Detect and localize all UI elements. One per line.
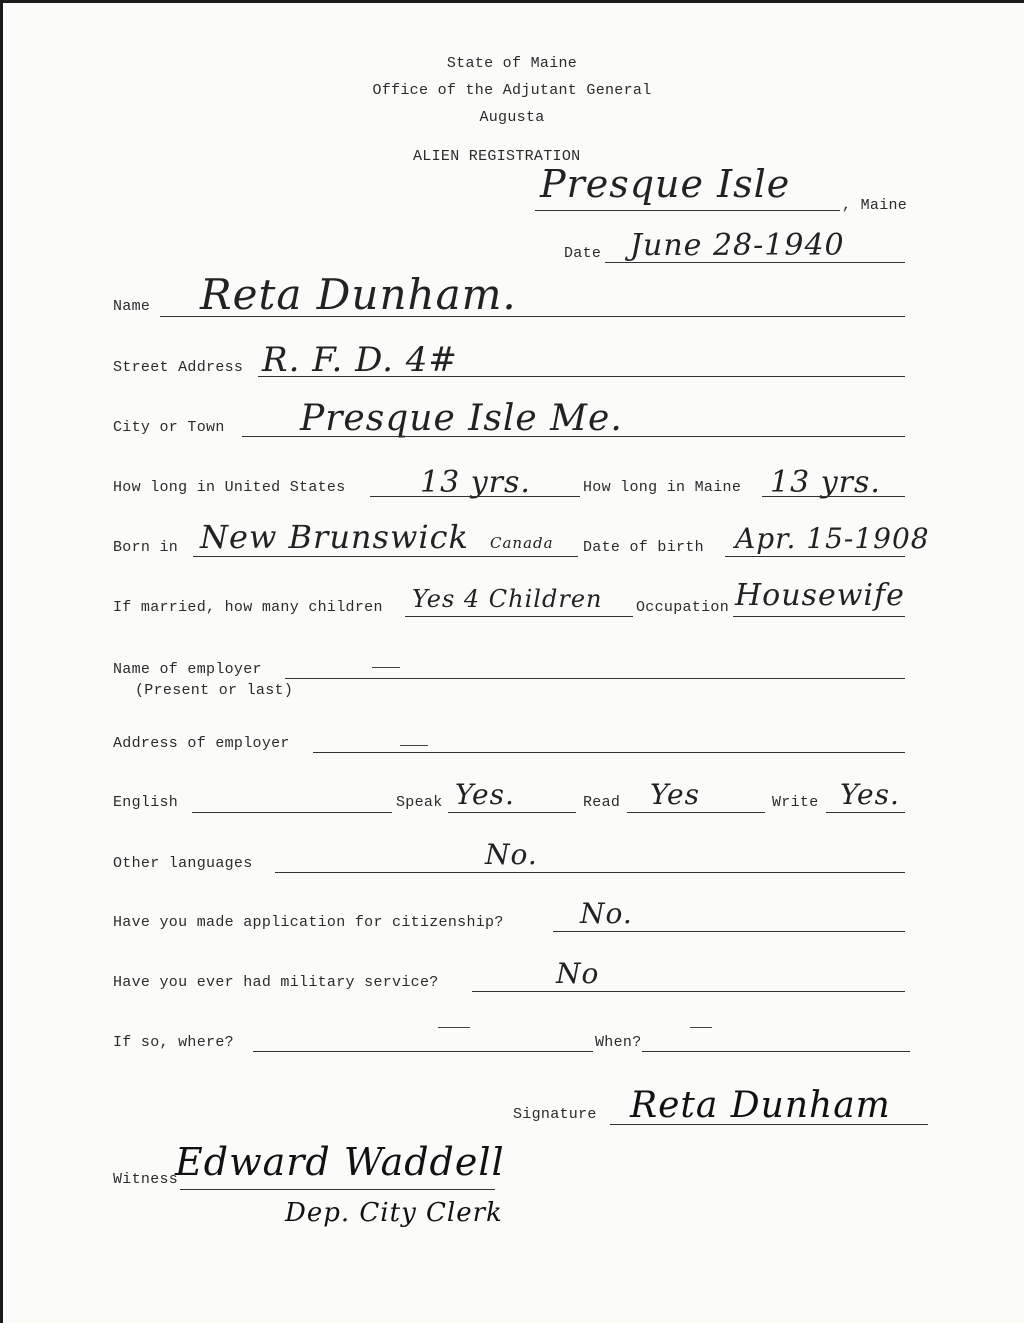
employer-name-line (285, 678, 905, 679)
how-long-maine-line (762, 496, 905, 497)
write-line (826, 812, 905, 813)
children-line (405, 616, 633, 617)
occupation-line (733, 616, 905, 617)
speak-value: Yes. (455, 778, 515, 811)
employer-name-dash (372, 667, 400, 668)
scan-edge-top (0, 0, 1024, 3)
born-in-value: New Brunswick (200, 518, 469, 556)
employer-name-label: Name of employer (113, 661, 262, 678)
how-long-maine-label: How long in Maine (583, 479, 742, 496)
write-label: Write (772, 794, 819, 811)
citizenship-value: No. (580, 897, 633, 930)
when-dash (690, 1027, 712, 1028)
location-line (535, 210, 840, 211)
read-line (627, 812, 765, 813)
employer-address-line (313, 752, 905, 753)
english-label: English (113, 794, 179, 811)
form-title: ALIEN REGISTRATION (413, 148, 581, 165)
city-value: Presque Isle Me. (300, 398, 623, 439)
date-label: Date (564, 245, 602, 262)
state-label: , Maine (842, 197, 908, 214)
citizenship-label: Have you made application for citizenship? (113, 914, 504, 931)
born-in-country: Canada (490, 534, 554, 552)
write-value: Yes. (840, 778, 900, 811)
how-long-us-label: How long in United States (113, 479, 346, 496)
header-office: Office of the Adjutant General (372, 82, 652, 99)
speak-label: Speak (396, 794, 443, 811)
signature-line (610, 1124, 928, 1125)
children-label: If married, how many children (113, 599, 383, 616)
name-line (160, 316, 905, 317)
children-value: Yes 4 Children (412, 585, 603, 613)
english-line (192, 812, 392, 813)
witness-label: Witness (113, 1171, 179, 1188)
when-line (642, 1051, 910, 1052)
how-long-us-line (370, 496, 580, 497)
location-handwritten: Presque Isle (540, 162, 791, 206)
other-languages-line (275, 872, 905, 873)
read-label: Read (583, 794, 621, 811)
dob-value: Apr. 15-1908 (735, 522, 930, 555)
how-long-maine-value: 13 yrs. (770, 465, 881, 500)
where-line (253, 1051, 593, 1052)
signature-value: Reta Dunham (630, 1085, 891, 1126)
witness-title: Dep. City Clerk (285, 1198, 503, 1228)
employer-address-dash (400, 745, 428, 746)
date-line (605, 262, 905, 263)
speak-line (448, 812, 576, 813)
other-languages-label: Other languages (113, 855, 253, 872)
other-languages-value: No. (485, 838, 538, 871)
where-label: If so, where? (113, 1034, 234, 1051)
citizenship-line (553, 931, 905, 932)
military-label: Have you ever had military service? (113, 974, 439, 991)
born-in-line (193, 556, 578, 557)
date-value: June 28-1940 (630, 228, 845, 263)
born-in-label: Born in (113, 539, 179, 556)
military-line (472, 991, 905, 992)
how-long-us-value: 13 yrs. (420, 465, 531, 500)
signature-label: Signature (513, 1106, 597, 1123)
header-state: State of Maine (446, 55, 578, 72)
employer-address-label: Address of employer (113, 735, 290, 752)
dob-line (725, 556, 905, 557)
street-line (258, 376, 905, 377)
occupation-label: Occupation (636, 599, 730, 616)
dob-label: Date of birth (583, 539, 704, 556)
city-line (242, 436, 905, 437)
scan-edge-left (0, 0, 3, 1323)
read-value: Yes (650, 778, 700, 811)
street-label: Street Address (113, 359, 244, 376)
employer-name-sublabel: (Present or last) (135, 682, 294, 699)
city-label: City or Town (113, 419, 225, 436)
witness-value: Edward Waddell (175, 1140, 505, 1184)
header-city: Augusta (479, 109, 545, 126)
when-label: When? (595, 1034, 642, 1051)
street-value: R. F. D. 4# (262, 340, 458, 380)
occupation-value: Housewife (735, 578, 905, 613)
where-dash (438, 1027, 470, 1028)
name-value: Reta Dunham. (200, 270, 517, 319)
military-value: No (556, 957, 600, 990)
witness-line (180, 1189, 495, 1190)
name-label: Name (113, 298, 151, 315)
